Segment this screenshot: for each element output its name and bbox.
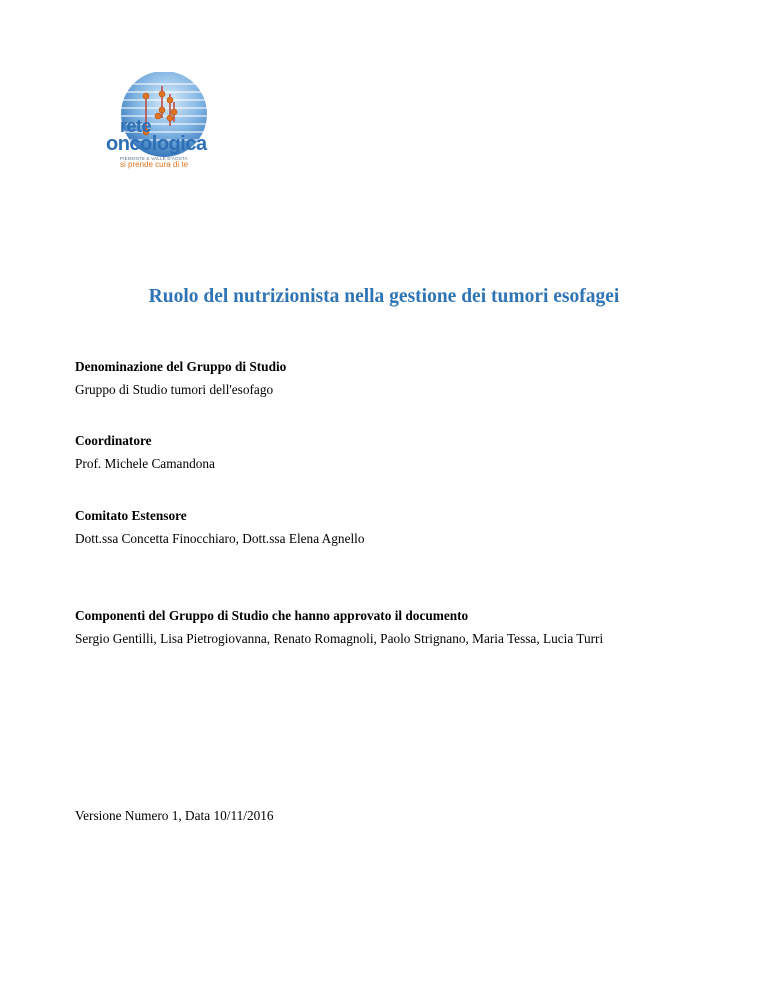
section-heading: Coordinatore <box>75 433 152 448</box>
section-heading: Denominazione del Gruppo di Studio <box>75 359 287 374</box>
section-study-group <box>75 359 735 398</box>
section-approving-members <box>75 608 735 647</box>
document-title: Ruolo del nutrizionista nella gestione dei tumori esofagei <box>148 286 620 307</box>
section-drafting-committee <box>75 508 735 547</box>
section-coordinator <box>75 433 735 472</box>
section-heading: Componenti del Gruppo di Studio che hanno approvato il documento <box>75 608 469 623</box>
rete-oncologica-logo <box>100 72 230 182</box>
logo-tagline: si prende cura di te <box>120 160 189 169</box>
logo-subtitle: PIEMONTE E VALLE D'AOSTA <box>120 156 188 161</box>
section-value: Prof. Michele Camandona <box>75 456 215 471</box>
section-value: Dott.ssa Concetta Finocchiaro, Dott.ssa Elena Agnello <box>75 531 365 546</box>
version-info: Versione Numero 1, Data 10/11/2016 <box>75 808 274 823</box>
section-value: Sergio Gentilli, Lisa Pietrogiovanna, Renato Romagnoli, Paolo Strignano, Maria Tessa, Lucia Turri <box>75 631 604 646</box>
section-heading: Comitato Estensore <box>75 508 187 523</box>
logo-word-oncologica: oncologica <box>106 133 207 155</box>
section-value: Gruppo di Studio tumori dell'esofago <box>75 382 274 397</box>
logo-word-rete: rete <box>120 116 152 136</box>
